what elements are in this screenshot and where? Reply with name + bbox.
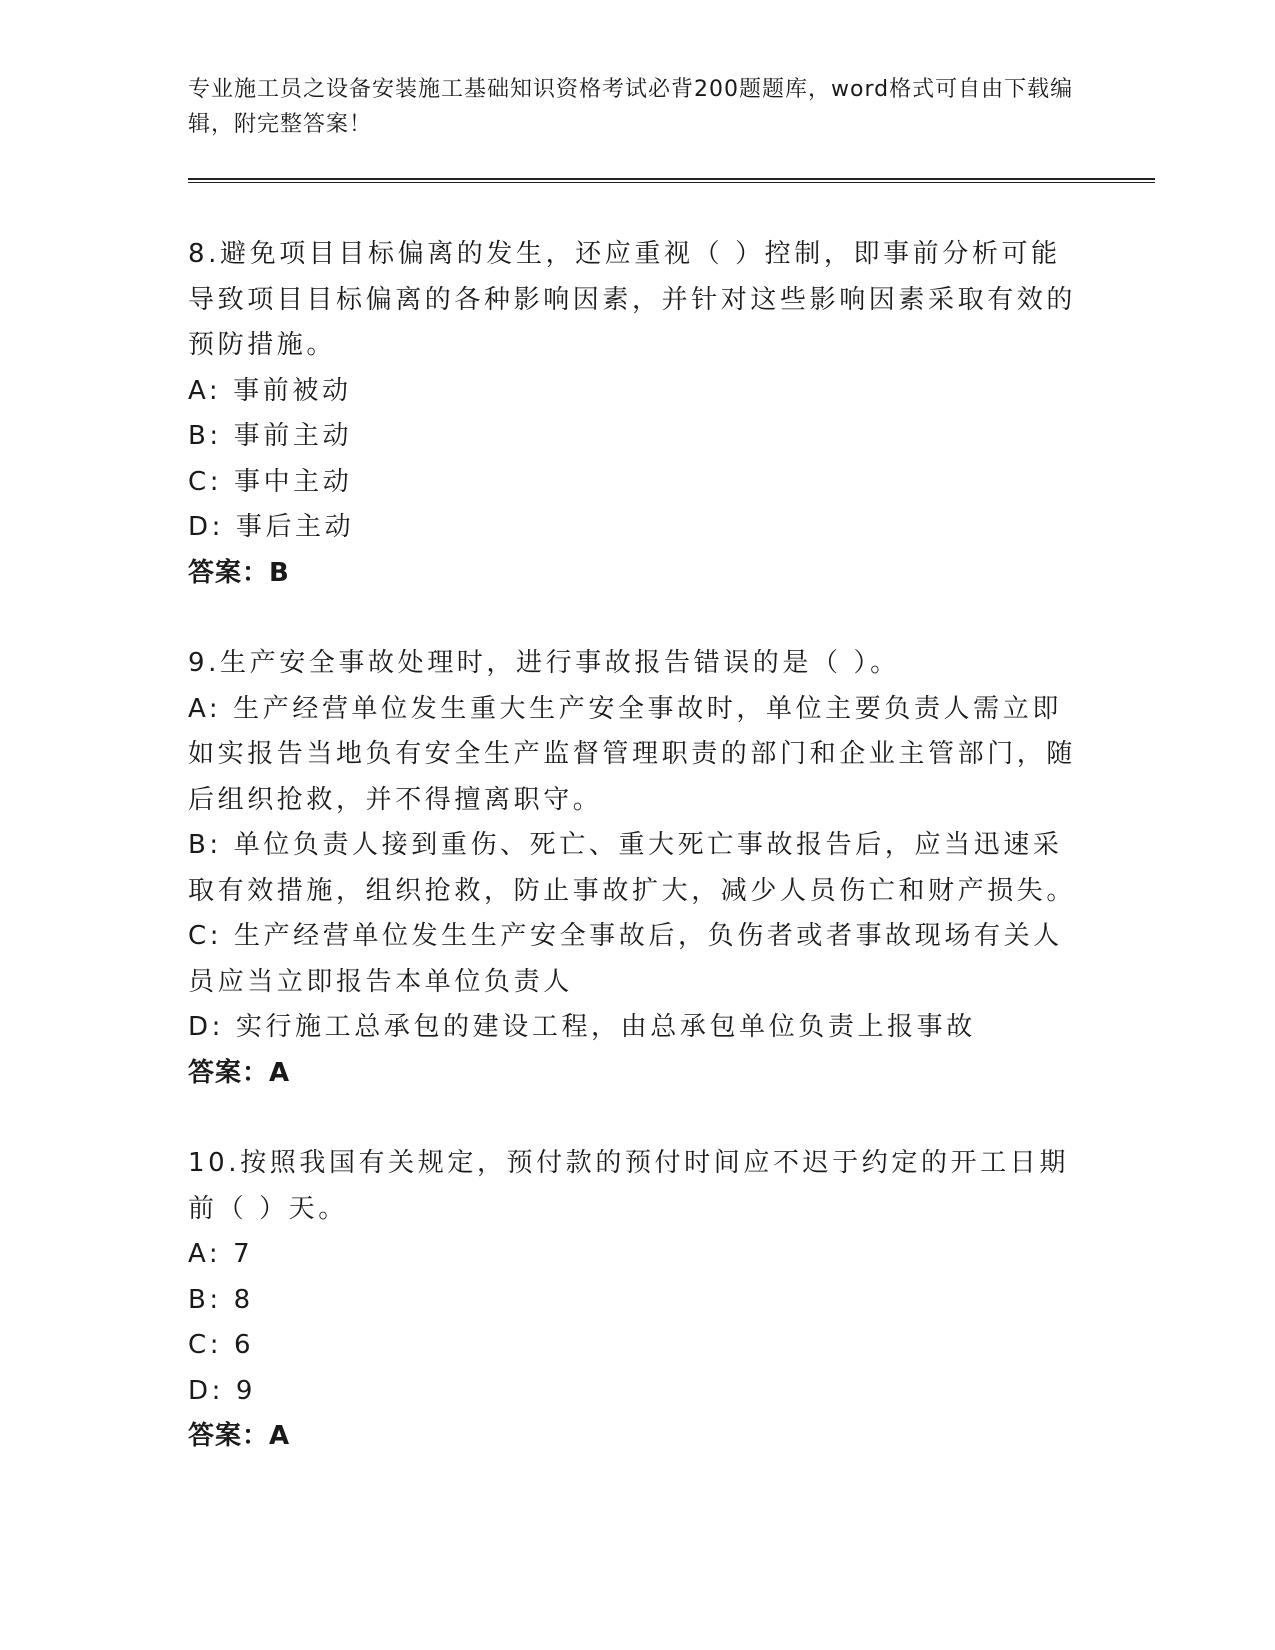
question-10 (188, 1141, 1088, 1460)
question-stem: 8.避免项目目标偏离的发生，还应重视（ ）控制，即事前分析可能导致项目目标偏离的各种影响因素，并针对这些影响因素采取有效的预防措施。 (188, 239, 1077, 360)
question-8 (188, 232, 1088, 596)
option-c: C: 生产经营单位发生生产安全事故后，负伤者或者事故现场有关人员应当立即报告本单位负责人 (188, 921, 1063, 997)
option-b: B: 单位负责人接到重伤、死亡、重大死亡事故报告后，应当迅速采取有效措施，组织抢救，防止事故扩大，减少人员伤亡和财产损失。 (188, 830, 1077, 906)
answer-line: 答案：A (188, 1057, 291, 1088)
option-b: B: 8 (188, 1284, 254, 1315)
option-a: A: 生产经营单位发生重大生产安全事故时，单位主要负责人需立即如实报告当地负有安全生产监督管理职责的部门和企业主管部门，随后组织抢救，并不得擅离职守。 (188, 693, 1077, 815)
option-d: D: 事后主动 (188, 512, 355, 542)
answer-line: 答案：B (188, 557, 290, 588)
page-header (188, 72, 1088, 142)
option-d: D: 实行施工总承包的建设工程，由总承包单位负责上报事故 (188, 1012, 976, 1042)
header-divider (188, 178, 1155, 183)
option-b: B: 事前主动 (188, 421, 353, 451)
question-stem: 9.生产安全事故处理时，进行事故报告错误的是（ ）。 (188, 648, 900, 678)
option-a: A: 7 (188, 1239, 254, 1269)
option-c: C: 6 (188, 1330, 255, 1360)
question-list (188, 232, 1088, 1505)
option-d: D: 9 (188, 1375, 256, 1406)
option-a: A: 事前被动 (188, 375, 352, 406)
option-c: C: 事中主动 (188, 466, 353, 497)
question-stem: 10.按照我国有关规定，预付款的预付时间应不迟于约定的开工日期前（ ）天。 (188, 1148, 1069, 1224)
answer-line: 答案：A (188, 1421, 291, 1451)
question-9 (188, 641, 1088, 1096)
header-title: 专业施工员之设备安装施工基础知识资格考试必背200题题库，word格式可自由下载编辑，附完整答案！ (188, 77, 1074, 137)
